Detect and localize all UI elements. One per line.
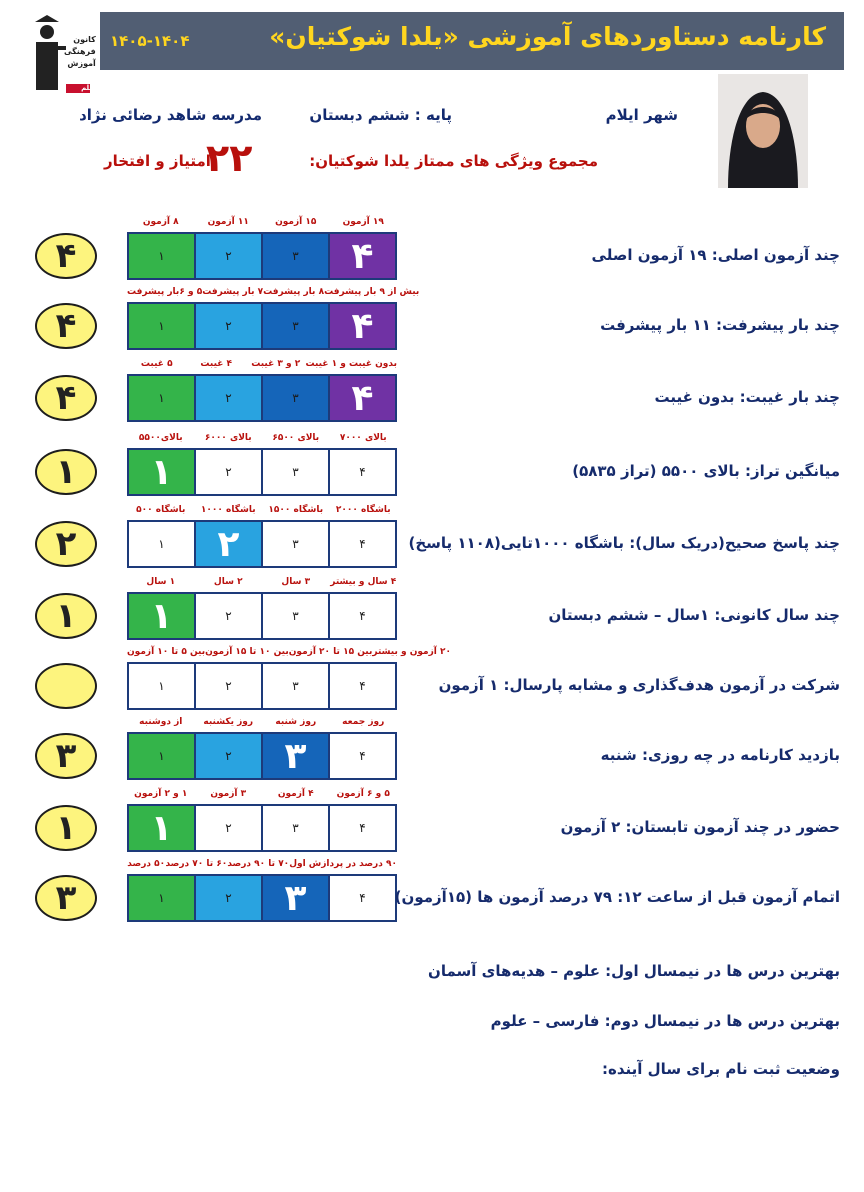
level-cell-4: ۴ — [330, 664, 395, 708]
row-description: شرکت در آزمون هدف‌گذاری و مشابه پارسال: ۱ آزمون — [438, 676, 840, 694]
row-column-headers — [127, 647, 452, 657]
column-header: ۲۰ آزمون و بیشتر — [372, 647, 452, 657]
level-cell-1: ۱ — [129, 376, 194, 420]
column-header: ۳ آزمون — [210, 789, 247, 799]
best-subjects-second-half: بهترین درس ها در نیمسال دوم: فارسی – علوم — [490, 1012, 840, 1030]
level-cell-4: ۴ — [330, 876, 395, 920]
level-cell-3: ۳ — [263, 376, 328, 420]
column-header: باشگاه ۵۰۰ — [136, 505, 186, 515]
level-cell-4: ۴ — [330, 234, 395, 278]
level-cell-2: ۲ — [196, 876, 261, 920]
row-description: چند سال کانونی: ۱سال – ششم دبستان — [548, 606, 840, 624]
column-header: ۵ و ۶ آزمون — [336, 789, 390, 799]
row-column-headers — [127, 359, 397, 369]
column-header: ۸ بار پیشرفت — [263, 287, 325, 297]
column-header: ۲ و ۳ غیبت — [251, 359, 301, 369]
level-grid — [127, 662, 397, 710]
column-header: بیش از ۹ بار پیشرفت — [324, 287, 420, 297]
level-cell-1: ۱ — [129, 664, 194, 708]
level-cell-3: ۳ — [263, 522, 328, 566]
row-score-badge: ۳ — [35, 733, 97, 779]
row-description: میانگین تراز: بالای ۵۵۰۰ (تراز ۵۸۳۵) — [572, 462, 840, 480]
column-header: باشگاه ۱۰۰۰ — [200, 505, 256, 515]
row-score-badge: ۲ — [35, 521, 97, 567]
column-header: بدون غیبت و ۱ غیبت — [305, 359, 397, 369]
logo-text-4: قلم چی — [81, 84, 94, 100]
level-cell-3: ۳ — [263, 304, 328, 348]
column-header: ۵ و ۶بار پیشرفت — [127, 287, 203, 297]
level-grid — [127, 520, 397, 568]
level-cell-3: ۳ — [263, 450, 328, 494]
column-header: ۳ سال — [281, 577, 311, 587]
logo-text-3: آموزش — [67, 59, 96, 68]
logo-text-1: کانون — [73, 35, 96, 44]
column-header: بین ۱۰ تا ۱۵ آزمون — [205, 647, 289, 657]
column-header: بالای ۶۰۰۰ — [204, 433, 252, 443]
column-header: بالای۵۵۰۰ — [138, 433, 183, 443]
level-grid — [127, 874, 397, 922]
level-cell-2: ۲ — [196, 450, 261, 494]
row-score-badge: ۱ — [35, 593, 97, 639]
row-description: چند آزمون اصلی: ۱۹ آزمون اصلی — [591, 246, 840, 264]
column-header: روز یکشنبه — [203, 717, 254, 727]
level-grid — [127, 448, 397, 496]
level-cell-3: ۳ — [263, 664, 328, 708]
logo-text-2: فرهنگی — [64, 47, 96, 56]
row-column-headers — [127, 217, 397, 227]
row-score-badge: ۴ — [35, 303, 97, 349]
level-cell-3: ۳ — [263, 806, 328, 850]
column-header: بین ۱۵ تا ۲۰ آزمون — [288, 647, 373, 657]
level-cell-2: ۲ — [196, 304, 261, 348]
best-subjects-first-half: بهترین درس ها در نیمسال اول: علوم – هدیه‌های آسمان — [428, 962, 840, 980]
column-header: ۱ و ۲ آزمون — [134, 789, 188, 799]
row-description: چند پاسخ صحیح(دریک سال): باشگاه ۱۰۰۰تایی(۱۱۰۸ پاسخ) — [408, 534, 840, 552]
level-grid — [127, 804, 397, 852]
level-cell-4: ۴ — [330, 734, 395, 778]
column-header: ۴ سال و بیشتر — [330, 577, 397, 587]
kanoon-logo — [30, 12, 96, 100]
row-column-headers — [127, 577, 397, 587]
level-cell-4: ۴ — [330, 522, 395, 566]
column-header: ۵۰ درصد — [127, 859, 166, 869]
row-description: چند بار پیشرفت: ۱۱ بار پیشرفت — [600, 316, 840, 334]
level-cell-2: ۲ — [196, 734, 261, 778]
column-header: ۴ آزمون — [277, 789, 314, 799]
level-cell-3: ۳ — [263, 876, 328, 920]
column-header: ۱۵ آزمون — [275, 217, 317, 227]
level-cell-1: ۱ — [129, 304, 194, 348]
level-cell-2: ۲ — [196, 376, 261, 420]
column-header: روز جمعه — [342, 717, 385, 727]
page-title: کارنامه دستاوردهای آموزشی «یلدا شوکتیان» — [269, 22, 826, 51]
column-header: ۱۱ آزمون — [207, 217, 249, 227]
level-grid — [127, 232, 397, 280]
level-cell-3: ۳ — [263, 234, 328, 278]
row-score-badge: ۳ — [35, 875, 97, 921]
column-header: ۴ غیبت — [200, 359, 233, 369]
row-score-badge: ۱ — [35, 805, 97, 851]
level-cell-3: ۳ — [263, 594, 328, 638]
row-description: حضور در چند آزمون تابستان: ۲ آزمون — [560, 818, 840, 836]
column-header: ۶۰ تا ۷۰ درصد — [165, 859, 228, 869]
row-column-headers — [127, 505, 397, 515]
row-column-headers — [127, 717, 397, 727]
column-header: ۱۹ آزمون — [342, 217, 384, 227]
level-grid — [127, 374, 397, 422]
column-header: ۷۰ تا ۹۰ درصد — [227, 859, 290, 869]
column-header: ۸ آزمون — [142, 217, 179, 227]
level-grid — [127, 592, 397, 640]
level-cell-3: ۳ — [263, 734, 328, 778]
level-cell-1: ۱ — [129, 234, 194, 278]
column-header: ۱ سال — [146, 577, 176, 587]
level-cell-2: ۲ — [196, 522, 261, 566]
row-description: بازدید کارنامه در چه روزی: شنبه — [600, 746, 840, 764]
total-score: ۲۲ — [206, 136, 253, 180]
level-cell-2: ۲ — [196, 234, 261, 278]
row-column-headers — [127, 789, 397, 799]
row-column-headers — [127, 859, 397, 869]
level-cell-1: ۱ — [129, 594, 194, 638]
level-cell-1: ۱ — [129, 734, 194, 778]
column-header: بین ۵ تا ۱۰ آزمون — [127, 647, 206, 657]
level-cell-1: ۱ — [129, 522, 194, 566]
row-score-badge: ۴ — [35, 233, 97, 279]
score-caption: امتیاز و افتخار — [104, 152, 211, 170]
header-bar — [100, 12, 844, 70]
column-header: روز شنبه — [275, 717, 317, 727]
row-column-headers — [127, 287, 420, 297]
city-label: شهر ایلام — [605, 106, 678, 124]
level-cell-2: ۲ — [196, 664, 261, 708]
row-description: اتمام آزمون قبل از ساعت ۱۲: ۷۹ درصد آزمون ها (۱۵آزمون) — [394, 888, 840, 906]
column-header: ۹۰ درصد در پردازش اول — [289, 859, 397, 869]
student-photo — [718, 74, 808, 188]
column-header: ۲ سال — [213, 577, 243, 587]
level-cell-4: ۴ — [330, 450, 395, 494]
level-grid — [127, 732, 397, 780]
level-cell-4: ۴ — [330, 376, 395, 420]
level-cell-1: ۱ — [129, 806, 194, 850]
level-cell-4: ۴ — [330, 594, 395, 638]
column-header: بالای ۶۵۰۰ — [272, 433, 320, 443]
summary-label: مجموع ویژگی های ممتاز یلدا شوکتیان: — [309, 152, 598, 170]
row-column-headers — [127, 433, 397, 443]
row-description: چند بار غیبت: بدون غیبت — [654, 388, 840, 406]
level-cell-4: ۴ — [330, 304, 395, 348]
column-header: ۵ غیبت — [140, 359, 173, 369]
level-cell-4: ۴ — [330, 806, 395, 850]
column-header: باشگاه ۱۵۰۰ — [268, 505, 324, 515]
row-score-badge — [35, 663, 97, 709]
grade-label: پایه : ششم دبستان — [309, 106, 452, 124]
level-cell-1: ۱ — [129, 876, 194, 920]
level-cell-2: ۲ — [196, 594, 261, 638]
column-header: ۷ بار پیشرفت — [202, 287, 264, 297]
level-cell-2: ۲ — [196, 806, 261, 850]
level-grid — [127, 302, 397, 350]
column-header: از دوشنبه — [139, 717, 183, 727]
level-cell-1: ۱ — [129, 450, 194, 494]
row-score-badge: ۴ — [35, 375, 97, 421]
registration-status: وضعیت ثبت نام برای سال آینده: — [602, 1060, 840, 1078]
column-header: بالای ۷۰۰۰ — [339, 433, 387, 443]
column-header: باشگاه ۲۰۰۰ — [335, 505, 391, 515]
row-score-badge: ۱ — [35, 449, 97, 495]
academic-year: ۱۴۰۵-۱۴۰۴ — [110, 32, 190, 50]
school-label: مدرسه شاهد رضائی نژاد — [79, 106, 262, 124]
